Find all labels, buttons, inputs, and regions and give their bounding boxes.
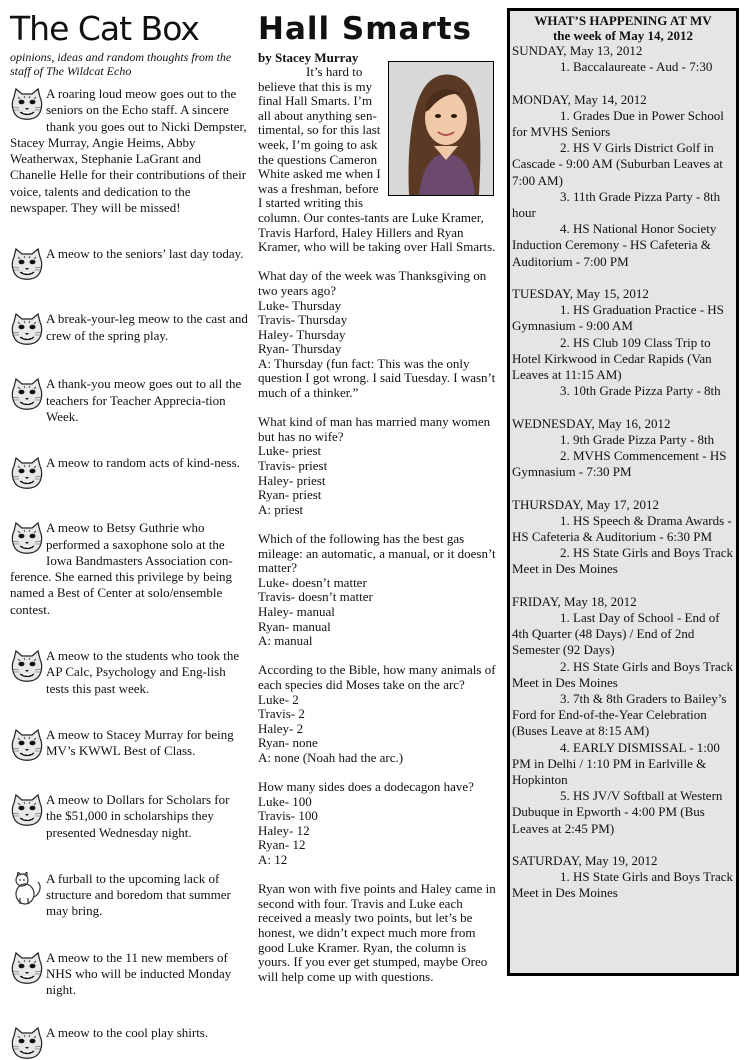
cat-box-item-text: A meow to the seniors’ last day today.	[46, 246, 244, 262]
wildcat-icon	[10, 951, 44, 985]
question-block	[258, 663, 496, 765]
wildcat-icon	[10, 456, 44, 490]
cat-box-item-text: A meow to Stacey Murray for being MV’s KWWL Best of Class.	[46, 726, 234, 759]
cat-box-item	[10, 727, 248, 762]
cat-box-item-text: A roaring loud meow goes out to the seniors on the Echo staff. A sincere thank you goes out to Nicki Dempster, Stacey Murray, Angie Heims, Abby Weatherwax, Stephanie LaGrant and Chanelle Helle for their contributions of their voice, talents and dedication to the newspaper. They will be missed!	[10, 86, 247, 216]
cat-box-column	[10, 0, 248, 1060]
cat-box-subtitle: opinions, ideas and random thoughts from the staff of The Wildcat Echo	[10, 50, 232, 78]
hairball-cat-icon	[10, 872, 44, 906]
wildcat-icon	[10, 87, 44, 121]
cat-box-item-text: A meow to random acts of kind-ness.	[46, 455, 240, 471]
answer-line: Luke- doesn’t matter	[258, 574, 367, 590]
wildcat-icon	[10, 521, 44, 555]
answer-line: Travis- priest	[258, 458, 328, 474]
calendar-days	[510, 43, 736, 902]
wildcat-icon	[10, 312, 44, 346]
cat-box-item	[10, 520, 248, 618]
calendar-event: 2. HS Club 109 Class Trip to Hotel Kirkwood in Cedar Rapids (Van Leaves at 11:15 AM)	[512, 334, 712, 383]
calendar-event: 4. HS National Honor Society Induction Ceremony - HS Cafeteria & Auditorium - 7:00 PM	[512, 221, 717, 269]
answer-line: Haley- Thursday	[258, 326, 346, 342]
cat-box-item-text: A meow to Betsy Guthrie who performed a saxophone solo at the Iowa Bandmasters Association con-ference. She earned this privilege by being named a Best of Center at solo/ensemble contest.	[10, 520, 233, 617]
calendar-event: 1. Grades Due in Power School for MVHS Seniors	[512, 107, 724, 139]
calendar-box	[507, 8, 739, 976]
calendar-event: 1. HS Graduation Practice - HS Gymnasium - 9:00 AM	[512, 302, 724, 334]
calendar-title-line1: WHAT’S HAPPENING AT MV	[534, 13, 712, 28]
answer-line: Ryan- 12	[258, 837, 306, 853]
calendar-event: 3. 11th Grade Pizza Party - 8th hour	[512, 188, 721, 221]
cat-box-item-text: A meow to the 11 new members of NHS who will be inducted Monday night.	[46, 949, 232, 998]
calendar-event: 5. HS JV/V Softball at Western Dubuque in Epworth - 4:00 PM (Bus Leaves at 2:45 PM)	[512, 788, 723, 836]
cat-box-item	[10, 950, 248, 999]
question-text: What day of the week was Thanksgiving on two years ago?	[258, 268, 487, 298]
cat-box-list	[10, 86, 248, 1060]
question-list	[258, 269, 496, 867]
cat-box-item	[10, 1025, 248, 1060]
question-block	[258, 532, 496, 649]
cat-box-item	[10, 246, 248, 281]
calendar-event: 3. 10th Grade Pizza Party - 8th	[560, 383, 721, 399]
answer-line: Luke- 2	[258, 691, 299, 707]
answer-line: A: manual	[258, 633, 313, 649]
cat-box-item	[10, 311, 248, 346]
answer-line: A: Thursday (fun fact: This was the only question I got wrong. I said Tuesday. I wasn’t much of a thinker.”	[258, 355, 496, 401]
question-text: How many sides does a dodecagon have?	[258, 779, 474, 795]
answer-line: Travis- Thursday	[258, 312, 348, 328]
hall-smarts-column	[258, 0, 496, 984]
answer-line: Ryan- manual	[258, 618, 331, 634]
calendar-day	[512, 92, 734, 270]
cat-box-item	[10, 792, 248, 841]
answer-line: Travis- 2	[258, 706, 305, 722]
cat-box-item-text: A meow to the students who took the AP Calc, Psychology and Eng-lish tests this past week.	[46, 648, 240, 696]
wildcat-icon	[10, 1026, 44, 1060]
cat-box-item-text: A furball to the upcoming lack of structure and boredom that summer may bring.	[46, 870, 231, 919]
cat-box-item-text: A meow to the cool play shirts.	[46, 1024, 209, 1040]
cat-box-item	[10, 871, 248, 920]
cat-box-item-text: A break-your-leg meow to the cast and crew of the spring play.	[46, 311, 248, 343]
calendar-day	[512, 594, 734, 837]
wildcat-icon	[10, 247, 44, 281]
calendar-event: 1. Last Day of School - End of 4th Quarter (48 Days) / End of 2nd Semester (92 Days)	[512, 610, 720, 658]
calendar-day-name: FRIDAY, May 18, 2012	[512, 593, 637, 609]
author-photo	[388, 61, 494, 196]
answer-line: A: priest	[258, 501, 304, 517]
wildcat-icon	[10, 377, 44, 411]
answer-line: Ryan- Thursday	[258, 341, 342, 357]
question-text: Which of the following has the best gas mileage: an automatic, a manual, or it doesn’t matter?	[258, 531, 496, 576]
answer-line: Travis- doesn’t matter	[258, 589, 373, 605]
calendar-event: 1. 9th Grade Pizza Party - 8th	[560, 431, 715, 447]
calendar-day	[512, 286, 734, 399]
question-text: What kind of man has married many women but has no wife?	[258, 414, 491, 444]
calendar-event: 1. Baccalaureate - Aud - 7:30	[560, 59, 713, 75]
cat-box-title: The Cat Box	[10, 9, 199, 48]
hall-smarts-title: Hall Smarts	[258, 11, 473, 47]
answer-line: Haley- manual	[258, 603, 335, 619]
calendar-day-name: SUNDAY, May 13, 2012	[512, 43, 643, 58]
closing-paragraph: Ryan won with five points and Haley came in second with four. Travis and Luke each received a measly two points, but let’s be honest, we didn’t expect much more from good Luke Kramer. Ryan, the column is yours. If you ever get stumped, maybe Oreo will help come up with questions.	[258, 881, 496, 984]
wildcat-icon	[10, 649, 44, 683]
answer-line: Travis- 100	[258, 808, 318, 824]
calendar-event: 1. HS Speech & Drama Awards - HS Cafeteria & Auditorium - 6:30 PM	[512, 512, 732, 545]
hall-smarts-body	[258, 65, 496, 984]
calendar-day-name: MONDAY, May 14, 2012	[512, 91, 647, 107]
calendar-title-line2: the week of May 14, 2012	[552, 28, 694, 43]
answer-line: A: 12	[258, 852, 288, 868]
calendar-event: 2. HS State Girls and Boys Track Meet in Des Moines	[512, 545, 733, 577]
calendar-day-name: THURSDAY, May 17, 2012	[512, 496, 659, 512]
cat-box-item	[10, 376, 248, 425]
cat-box-item-text: A thank-you meow goes out to all the teachers for Teacher Apprecia-tion Week.	[46, 376, 242, 424]
answer-line: Haley- 2	[258, 720, 304, 736]
question-block	[258, 269, 496, 400]
calendar-event: 2. MVHS Commencement - HS Gymnasium - 7:30 PM	[512, 448, 727, 480]
calendar-day-name: TUESDAY, May 15, 2012	[512, 286, 649, 302]
answer-line: Haley- 12	[258, 822, 310, 838]
calendar-day	[512, 43, 734, 75]
calendar-day	[512, 853, 734, 902]
answer-line: Ryan- none	[258, 735, 318, 751]
cat-box-item	[10, 648, 248, 697]
wildcat-icon	[10, 728, 44, 762]
answer-line: Haley- priest	[258, 472, 326, 488]
calendar-title	[510, 13, 736, 43]
calendar-day	[512, 416, 734, 481]
question-text: According to the Bible, how many animals of each species did Moses take on the arc?	[258, 662, 496, 692]
answer-line: Luke- Thursday	[258, 297, 342, 313]
answer-line: A: none (Noah had the arc.)	[258, 749, 404, 765]
calendar-event: 4. EARLY DISMISSAL - 1:00 PM in Delhi / 1:10 PM in Earlville & Hopkinton	[512, 739, 720, 788]
answer-line: Luke- priest	[258, 443, 322, 459]
calendar-event: 1. HS State Girls and Boys Track Meet in Des Moines	[512, 869, 733, 901]
cat-box-item	[10, 455, 248, 490]
calendar-day-name: SATURDAY, May 19, 2012	[512, 853, 658, 869]
question-block	[258, 780, 496, 868]
calendar-day-name: WEDNESDAY, May 16, 2012	[512, 415, 671, 431]
calendar-event: 2. HS State Girls and Boys Track Meet in Des Moines	[512, 658, 733, 690]
question-block	[258, 415, 496, 517]
cat-box-item-text: A meow to Dollars for Scholars for the $51,000 in scholarships they presented Wednesday night.	[46, 791, 230, 840]
calendar-event: 2. HS V Girls District Golf in Cascade - 9:00 AM (Suburban Leaves at 7:00 AM)	[512, 140, 723, 188]
cat-box-item	[10, 86, 248, 216]
answer-line: Luke- 100	[258, 793, 312, 809]
wildcat-icon	[10, 793, 44, 827]
intro-paragraph: It’s hard to believe that this is my final Hall Smarts. I’m all about anything sen-timental, so for this last week, I’m going to ask the questions Cameron White asked me when I was a freshman, before I started writing this column. Our contes-tants are Luke Kramer, Travis Harford, Haley Hillers and Ryan Kramer, who will be taking over Hall Smarts.	[258, 64, 496, 255]
calendar-event: 3. 7th & 8th Graders to Bailey’s Ford for End-of-the-Year Celebration (Buses Leave at 8:15 AM)	[512, 691, 727, 739]
byline: by Stacey Murray	[258, 50, 359, 65]
answer-line: Ryan- priest	[258, 487, 322, 503]
calendar-day	[512, 497, 734, 578]
